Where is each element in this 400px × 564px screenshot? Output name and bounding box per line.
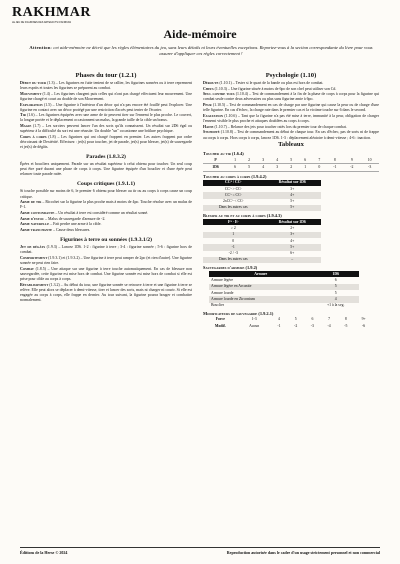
hit-cell: 3 — [270, 164, 284, 171]
modifier-table — [203, 317, 373, 330]
phase-entry-desc: (1.7) – Les sorciers peuvent lancer l'un des sorts qu'ils connaissent. Un résultat sur 2D6 égal ou supérieur à la difficulté du sort est une réussite. Un double "un" occasionne une brûlure psychique. — [20, 124, 192, 134]
critical-entry — [20, 211, 192, 216]
phase-entry — [20, 113, 192, 123]
wound-row — [203, 257, 321, 263]
cc-cell: CCᴬ > CCᶜ — [224, 186, 242, 191]
save-header-cell: Armure — [209, 271, 313, 277]
psychology-entry-desc: (1.10.3) – Une figurine située à moins de 6po de son chef peut utiliser son Cd. — [213, 86, 337, 91]
save-cell: +1 à la svg. — [326, 303, 345, 308]
phase-entry-desc: (1.3) – Les figurines en fuite tentent de se rallier, les figurines sonnées ou à terre reprennent leurs esprits et toutes les figurines se préparent au combat. — [20, 81, 192, 91]
psychology-entry-term: Seul contre tous — [203, 92, 235, 97]
modifier-header-cell: 4 — [278, 317, 280, 322]
hit-header-cell: 4 — [270, 157, 284, 164]
cc-cell: 5+ — [264, 205, 322, 211]
cc-header-cell: Résultat sur 1D6 — [264, 180, 322, 186]
cc-row — [203, 205, 321, 211]
hit-table-title: Toucher au tir (1.6.4) — [203, 151, 244, 157]
critical-list — [20, 200, 192, 233]
phase-entry — [20, 124, 192, 134]
hit-header-cell: 8 — [326, 157, 343, 164]
psychology-entry — [203, 114, 379, 124]
phase-entry-desc: (1.6) – Les figurines équipées avec une arme de tir peuvent tirer sur l'ennemi le plus proche. Le couvert, la longue portée et le déplacement occasionnent un malus, la grande taille de la cible un bonus. — [20, 113, 192, 123]
critical-entry — [20, 222, 192, 227]
modifier-header-cell: 7 — [328, 317, 331, 322]
psychology-entry — [203, 103, 379, 113]
hit-cell: -2 — [343, 164, 360, 171]
modifier-cell: -5 — [344, 323, 348, 328]
critical-entry-term: Arme d'estoc — [20, 216, 45, 221]
wound-cell: 5+ — [264, 244, 322, 250]
figure-entry — [20, 245, 192, 255]
critical-entry-term: Arme tranchante — [20, 228, 53, 233]
hit-header-cell: 6 — [298, 157, 312, 164]
wound-cell: 4+ — [290, 238, 295, 243]
wound-cell: Dans les autres cas — [203, 257, 264, 263]
wound-cell: 6+ — [290, 251, 295, 256]
figures-heading: Figurines à terre ou sonnées (1.9.3.1/2) — [60, 237, 152, 244]
hit-table — [203, 157, 379, 172]
phase-entry-term: Corps à corps — [20, 134, 47, 139]
logo-tagline: LE JEU DE FIGURINES DES ARTEFACTS D'AFRIKAN — [12, 21, 72, 24]
cc-table-title: Toucher au corps à corps (1.9.4.2) — [203, 173, 267, 179]
cc-cell: 4+ — [264, 192, 322, 198]
psychology-entry — [203, 92, 379, 102]
critical-entry-desc: – Ricochet sur la figurine la plus proche mais à moins de 4po. Touche résolue avec un malus de F-1. — [20, 200, 192, 210]
save-cell: 5 — [334, 290, 337, 295]
psychology-list — [203, 81, 379, 141]
phase-entry-term: Exploration — [20, 102, 43, 107]
modifier-header-cell: Force — [215, 317, 225, 322]
figure-entry-desc: (1.8.5) – Une attaque sur une figurine à terre touche automatiquement. En cas de blessure non sauvegardée, cette figurine est mise hors de combat. Une figurine sonnée est mise hors de combat si elle est prise pour cible au corps à corps. — [20, 266, 192, 281]
hit-table-header — [203, 157, 379, 164]
save-header-cell: 1D6 — [313, 271, 360, 277]
save-cell: 4 — [313, 296, 360, 302]
wound-table-title: Blesser au tir et au corps à corps (1.9.4.3) — [203, 213, 282, 219]
save-cell: Armure légère en Arcanite — [209, 284, 313, 290]
figure-entry — [20, 267, 192, 282]
save-table-body — [209, 277, 359, 308]
figure-entry-desc: (1.9.3.1) et (1.9.3.2) – Une figurine à terre peut ramper de 2po (et rien d'autre). Une figurine sonnée ne peut rien faire. — [20, 255, 192, 266]
figure-entry-term: Jet de dégâts — [20, 245, 46, 250]
left-column — [20, 72, 192, 304]
save-cell: Armure lourde — [211, 290, 234, 295]
psychology-entry-desc: (1.10.5) – Test de commandement en cas de charge par une figurine qui cause la peur ou de charge d'une telle figurine. En cas d'échec, la charge rate dans le premier cas et la victime touche sur 6 dans le second. — [203, 103, 379, 113]
figure-entry-term: Comportement — [20, 255, 48, 260]
modifier-table-title: Modificateurs de sauvegarde (1.9.2.1) — [203, 310, 274, 316]
psychology-heading: Psychologie (1.10) — [265, 72, 317, 79]
psychology-entry-term: Stupidité — [203, 130, 220, 135]
critical-entry-term: Arme naturelle — [20, 222, 50, 227]
modifier-table-row — [203, 323, 373, 329]
save-row — [209, 303, 359, 309]
page-title: Aide-mémoire — [163, 27, 237, 41]
critical-entry-desc: – Malus de sauvegarde d'armure de -2. — [44, 216, 106, 221]
modifier-cell: -1 — [277, 323, 281, 328]
psychology-entry-desc: (1.10.8) – Test de commandement au début de chaque tour. En cas d'échec, pas de sorts ni de frappe au corps à corps. Hors corps à corps, lancez 1D6. 1-3 : déplacement aléatoire à demi-vitesse ; 4-6 : inaction. — [203, 130, 379, 140]
hit-header-cell: 10 — [360, 157, 379, 164]
critical-entry — [20, 217, 192, 222]
wound-header-cell: Résultat sur 1D6 — [264, 219, 322, 225]
modifier-cell: Aucun — [249, 323, 260, 328]
cc-cell: CCᴬ ≤ CCᶜ — [203, 192, 264, 198]
phases-list — [20, 81, 192, 150]
critical-heading: Coups critiques (1.9.1.1) — [77, 181, 135, 188]
logo — [12, 5, 91, 28]
phase-entry-term: Tir — [20, 113, 26, 118]
warning-notice — [28, 45, 374, 57]
footer-license: Reproduction autorisée dans le cadre d'un usage strictement personnel et non commercial — [226, 549, 380, 555]
footer — [20, 547, 380, 555]
figure-entry — [20, 283, 192, 303]
critical-entry-desc: – Fait perdre une arme à la cible. — [49, 222, 102, 227]
psychology-entry-term: Haine — [203, 124, 214, 129]
hit-cell: 6 — [228, 164, 242, 171]
hit-cell: -3 — [360, 164, 379, 171]
phase-entry — [20, 81, 192, 91]
critical-text: Si touche possible sur moins de 6, le premier 6 obtenu pour blesser au tir ou au corps à corps cause un coup critique. — [20, 189, 192, 199]
save-table — [209, 271, 359, 309]
figure-entry-term: Combat — [20, 266, 34, 271]
hit-cell: 0 — [312, 164, 326, 171]
critical-entry — [20, 200, 192, 210]
tables-heading: Tableaux — [278, 141, 304, 149]
modifier-cell: -4 — [327, 323, 331, 328]
hit-cell: 4 — [256, 164, 270, 171]
save-cell: Armure lourde en Zirconium — [209, 296, 313, 302]
psychology-entry-desc: (1.10.7) – Relance des jets pour toucher ratés lors du premier tour de chaque combat. — [213, 124, 347, 129]
cc-cell: 2xCCᴬ < CCᶜ — [222, 199, 244, 204]
phase-entry — [20, 135, 192, 150]
wound-cell: -1 — [203, 244, 264, 250]
phase-entry — [20, 92, 192, 102]
hit-cell: -1 — [326, 164, 343, 171]
phase-entry — [20, 103, 192, 113]
footer-publisher: Éditions de la Herse © 2024 — [20, 549, 68, 555]
figure-entry-desc: (1.9.3) – Lancez 1D6. 1-2 : figurine à terre ; 3-4 : figurine sonnée ; 5-6 : figurine hors de combat. — [20, 245, 192, 255]
wound-header-cell: Fᴬ - Eᶜ — [203, 219, 264, 225]
cc-cell: 3+ — [290, 186, 295, 191]
save-cell: 5 — [313, 284, 360, 290]
cc-cell: Dans les autres cas — [203, 205, 264, 211]
phase-entry-desc: (1.8) – Les figurines qui ont chargé frappent en premier. Les autres frappent par ordre décroissant de Dextérité. Effectuez : jet(s) pour toucher, jet de parade, jet(s) pour blesser, jet(s) de sauvegarde et jet(s) de dégâts. — [20, 134, 192, 150]
save-cell: 6 — [334, 278, 337, 282]
cc-header-cell: CCᴬ / CCᶜ — [203, 180, 264, 186]
figure-entry-term: Rétablissement — [20, 282, 49, 287]
wound-cell: 2+ — [290, 226, 295, 231]
phase-entry-term: Mouvement — [20, 91, 42, 96]
modifier-header-cell: 1-3 — [251, 317, 257, 322]
warning-label: Attention — [29, 45, 51, 50]
hit-table-row — [203, 164, 379, 171]
hit-cell: 1 — [298, 164, 312, 171]
psychology-entry-term: Exaltation — [203, 113, 224, 118]
modifier-header-cell: 9+ — [361, 317, 366, 322]
hit-header-cell: 9 — [343, 157, 360, 164]
hit-header-cell: 5 — [284, 157, 298, 164]
wound-cell: -2 / -3 — [228, 251, 238, 256]
modifier-header-cell: 8 — [344, 317, 347, 322]
figures-list — [20, 245, 192, 303]
critical-entry-desc: – Un résultat à terre est considéré comme un résultat sonné. — [54, 211, 149, 216]
modifier-cell: Modif. — [214, 323, 226, 328]
hit-cell: 1D6 — [203, 164, 228, 171]
wound-table — [203, 219, 321, 263]
phases-heading: Phases du tour (1.2.1) — [75, 72, 137, 79]
psychology-entry-desc: (1.10.6) – Tant que la figurine n'a pas été mise à terre, immunité à la peur, obligation de charger l'ennemi visible le plus proche et attaques doublées au corps à corps. — [203, 113, 379, 124]
critical-entry — [20, 228, 192, 233]
modifier-header-cell: 5 — [294, 317, 297, 322]
cc-cell: 5+ — [290, 199, 295, 204]
wound-cell: ≥ 2 — [230, 226, 236, 231]
wound-cell: 3+ — [264, 232, 322, 238]
psychology-entry-term: Déroute — [203, 81, 219, 85]
wound-cell: – — [264, 257, 322, 263]
save-table-title: Sauvegardes d'armure (1.9.2) — [203, 265, 258, 271]
hit-header-cell: P — [203, 157, 228, 164]
wound-table-body — [203, 225, 321, 263]
modifier-cell: -2 — [294, 323, 298, 328]
cc-table — [203, 180, 321, 211]
psychology-entry — [203, 87, 379, 92]
phase-entry-term: Magie — [20, 124, 32, 129]
save-cell: Armure légère — [211, 278, 234, 282]
phase-entry-desc: (1.4) – Les figurines chargent puis celles qui n'ont pas chargé effectuent leur mouvement. Une figurine chargé et court au double de son Mouvement. — [20, 91, 192, 101]
right-column — [203, 72, 379, 329]
psychology-entry-desc: (1.10.1) – Tester si le quart de la bande ou plus est hors de combat. — [218, 81, 324, 85]
cc-table-body — [203, 186, 321, 211]
modifier-cell: -6 — [362, 323, 366, 328]
phase-entry-term: Début du tour — [20, 81, 47, 85]
modifier-cell: -3 — [310, 323, 314, 328]
hit-header-cell: 3 — [256, 157, 270, 164]
wound-cell: 0 — [232, 238, 235, 243]
hit-header-cell: 7 — [312, 157, 326, 164]
psychology-entry-term: Chefs — [203, 86, 214, 91]
hit-header-cell: 2 — [242, 157, 256, 164]
hit-cell: 5 — [242, 164, 256, 171]
critical-entry-term: Arme contondante — [20, 211, 55, 216]
figure-entry-desc: (1.3.2) – Au début du tour, une figurine sonnée se retrouve à terre et une figurine à terre se relève. Elle peut alors se déplacer à demi-vitesse, tirer et lancer des sorts, mais ni charger ni courir. Si elle est engagée au corps à corps, elle frappe en dernier. Au tour suivant, la figurine pourra bouger et combattre normalement. — [20, 282, 192, 302]
figure-entry — [20, 256, 192, 266]
parades-heading: Parades (1.8.3.2) — [86, 154, 126, 161]
critical-entry-term: Arme de tir — [20, 200, 42, 205]
modifier-header-cell: 6 — [311, 317, 314, 322]
hit-cell: 2 — [284, 164, 298, 171]
psychology-entry — [203, 81, 379, 86]
save-cell: Bouclier — [211, 303, 225, 308]
psychology-entry-desc: (1.10.4) – Test de commandement à la fin de la phase de corps à corps pour la figurine qui combat seule contre deux adversaires ou plus sans figurine amie à 6po. — [203, 92, 379, 102]
phase-entry-desc: (1.5) – Une figurine à l'intérieur d'un décor qui n'a pas encore été fouillé peut l'explorer. Une figurine en contact avec un décor protégé par une restriction d'accès peut tenter de l'écarter. — [20, 102, 192, 112]
psychology-entry-term: Peur — [203, 103, 212, 108]
wound-cell: 1 — [203, 232, 264, 238]
psychology-entry — [203, 130, 379, 140]
warning-text: : cet aide-mémoire ne décrit que les règles élémentaires du jeu, sans leurs détails ni leurs éventuelles exceptions. Reportez-vous à la section correspondante du livre pour vous assurer d'appliquer ces règles correctement ! — [50, 45, 373, 56]
parades-text: Épées et boucliers uniquement. Parade sur un résultat supérieur à celui obtenu pour toucher. Un seul coup peut être paré durant une phase de corps à corps. Une figurine équipée d'un bouclier et d'une épée peut relancer toute parade ratée. — [20, 162, 192, 177]
critical-entry-desc: – Cause deux blessures. — [52, 228, 91, 233]
logo-name: RAKHMAR — [12, 5, 91, 20]
hit-header-cell: 1 — [228, 157, 242, 164]
